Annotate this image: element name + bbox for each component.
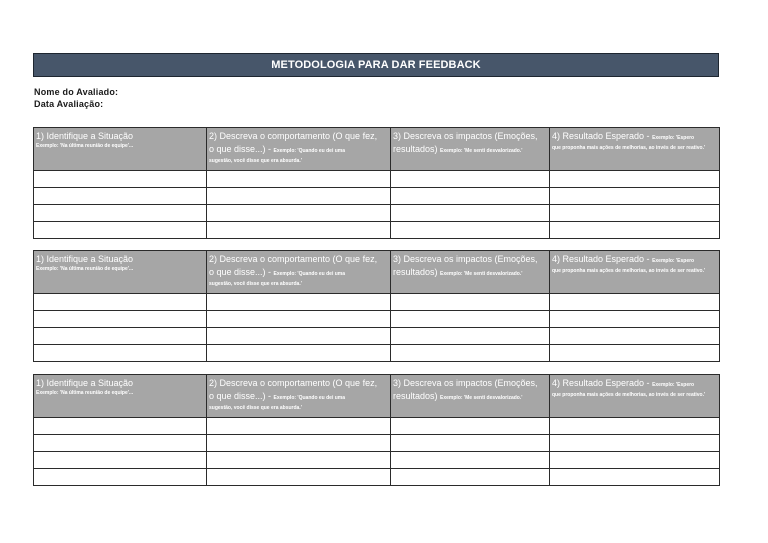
header-label: 3) Descreva os impactos (Emoções, [393, 131, 538, 141]
header-example: Exemplo: 'Quando eu dei uma [273, 395, 346, 401]
feedback-table-2 [33, 250, 720, 362]
page-title: METODOLOGIA PARA DAR FEEDBACK [33, 53, 719, 77]
table-row [34, 222, 720, 239]
header-label: 1) Identifique a Situação [36, 378, 134, 388]
table-cell[interactable] [207, 345, 391, 362]
header-describe-behavior [207, 375, 391, 418]
table-cell[interactable] [550, 205, 720, 222]
header-describe-impacts [391, 375, 550, 418]
table-cell[interactable] [550, 188, 720, 205]
header-identify-situation [34, 375, 207, 418]
header-describe-impacts [391, 128, 550, 171]
header-example: Exemplo: 'Espero [652, 258, 695, 264]
header-example: Exemplo: 'Quando eu dei uma [273, 271, 346, 277]
header-identify-situation [34, 128, 207, 171]
feedback-table-1 [33, 127, 720, 239]
table-cell[interactable] [34, 171, 207, 188]
header-label: resultados) [393, 391, 441, 401]
table-cell[interactable] [207, 294, 391, 311]
table-cell[interactable] [34, 328, 207, 345]
header-example: Exemplo: 'Na última reunião de equipe'... [36, 390, 134, 396]
header-expected-result [550, 251, 720, 294]
table-cell[interactable] [550, 222, 720, 239]
table-cell[interactable] [391, 311, 550, 328]
header-label: resultados) [393, 267, 441, 277]
table-cell[interactable] [391, 171, 550, 188]
table-cell[interactable] [550, 418, 720, 435]
table-row [34, 205, 720, 222]
header-label: o que disse...) - [209, 267, 274, 277]
table-header-row [34, 251, 720, 294]
table-cell[interactable] [207, 328, 391, 345]
header-label: 4) Resultado Esperado - [552, 378, 653, 388]
table-row [34, 171, 720, 188]
table-cell[interactable] [34, 345, 207, 362]
table-cell[interactable] [550, 345, 720, 362]
table-cell[interactable] [207, 205, 391, 222]
table-cell[interactable] [391, 469, 550, 486]
table-cell[interactable] [391, 435, 550, 452]
feedback-table-3 [33, 374, 720, 486]
header-example: sugestão, você disse que era absurda.' [209, 281, 302, 287]
table-cell[interactable] [34, 311, 207, 328]
table-row [34, 294, 720, 311]
table-cell[interactable] [34, 188, 207, 205]
table-cell[interactable] [391, 452, 550, 469]
header-example: que proponha mais ações de melhorias, ao invés de ser reativo.' [552, 145, 706, 151]
table-cell[interactable] [34, 205, 207, 222]
header-label: o que disse...) - [209, 144, 274, 154]
table-row [34, 345, 720, 362]
table-row [34, 469, 720, 486]
table-row [34, 328, 720, 345]
header-label: resultados) [393, 144, 441, 154]
header-identify-situation [34, 251, 207, 294]
table-cell[interactable] [34, 418, 207, 435]
evaluated-name-label: Nome do Avaliado: [34, 87, 119, 97]
table-cell[interactable] [550, 435, 720, 452]
table-cell[interactable] [207, 469, 391, 486]
table-header-row [34, 375, 720, 418]
header-label: 2) Descreva o comportamento (O que fez, [209, 378, 378, 388]
header-example: Exemplo: 'Me senti desvalorizado.' [440, 395, 523, 401]
header-label: 3) Descreva os impactos (Emoções, [393, 254, 538, 264]
header-example: Exemplo: 'Espero [652, 382, 695, 388]
table-cell[interactable] [550, 469, 720, 486]
header-example: sugestão, você disse que era absurda.' [209, 158, 302, 164]
table-cell[interactable] [207, 222, 391, 239]
header-label: 3) Descreva os impactos (Emoções, [393, 378, 538, 388]
table-cell[interactable] [391, 205, 550, 222]
header-example: Exemplo: 'Me senti desvalorizado.' [440, 271, 523, 277]
table-cell[interactable] [391, 345, 550, 362]
header-describe-impacts [391, 251, 550, 294]
header-example: Exemplo: 'Quando eu dei uma [273, 148, 346, 154]
table-cell[interactable] [550, 328, 720, 345]
table-row [34, 452, 720, 469]
table-cell[interactable] [391, 294, 550, 311]
header-label: 1) Identifique a Situação [36, 131, 134, 141]
header-example: que proponha mais ações de melhorias, ao invés de ser reativo.' [552, 268, 706, 274]
header-example: Exemplo: 'Na última reunião de equipe'... [36, 266, 134, 272]
header-example: que proponha mais ações de melhorias, ao invés de ser reativo.' [552, 392, 706, 398]
table-cell[interactable] [550, 452, 720, 469]
table-cell[interactable] [391, 222, 550, 239]
header-label: o que disse...) - [209, 391, 274, 401]
table-cell[interactable] [391, 418, 550, 435]
evaluation-date-label: Data Avaliação: [34, 99, 104, 109]
table-cell[interactable] [550, 311, 720, 328]
header-label: 4) Resultado Esperado - [552, 131, 653, 141]
table-cell[interactable] [391, 188, 550, 205]
header-expected-result [550, 128, 720, 171]
table-row [34, 418, 720, 435]
header-example: Exemplo: 'Na última reunião de equipe'... [36, 143, 134, 149]
table-cell[interactable] [34, 222, 207, 239]
table-cell[interactable] [34, 452, 207, 469]
table-row [34, 311, 720, 328]
table-cell[interactable] [207, 435, 391, 452]
table-cell[interactable] [207, 188, 391, 205]
table-cell[interactable] [34, 469, 207, 486]
header-label: 1) Identifique a Situação [36, 254, 134, 264]
header-example: Exemplo: 'Espero [652, 135, 695, 141]
table-row [34, 435, 720, 452]
header-expected-result [550, 375, 720, 418]
table-cell[interactable] [207, 311, 391, 328]
table-row [34, 188, 720, 205]
table-cell[interactable] [550, 294, 720, 311]
header-describe-behavior [207, 251, 391, 294]
table-cell[interactable] [34, 294, 207, 311]
table-header-row [34, 128, 720, 171]
header-example: sugestão, você disse que era absurda.' [209, 405, 302, 411]
table-cell[interactable] [207, 418, 391, 435]
header-label: 2) Descreva o comportamento (O que fez, [209, 131, 378, 141]
header-describe-behavior [207, 128, 391, 171]
table-cell[interactable] [550, 171, 720, 188]
header-label: 4) Resultado Esperado - [552, 254, 653, 264]
table-cell[interactable] [34, 435, 207, 452]
table-cell[interactable] [207, 452, 391, 469]
header-example: Exemplo: 'Me senti desvalorizado.' [440, 148, 523, 154]
table-cell[interactable] [207, 171, 391, 188]
header-label: 2) Descreva o comportamento (O que fez, [209, 254, 378, 264]
table-cell[interactable] [391, 328, 550, 345]
